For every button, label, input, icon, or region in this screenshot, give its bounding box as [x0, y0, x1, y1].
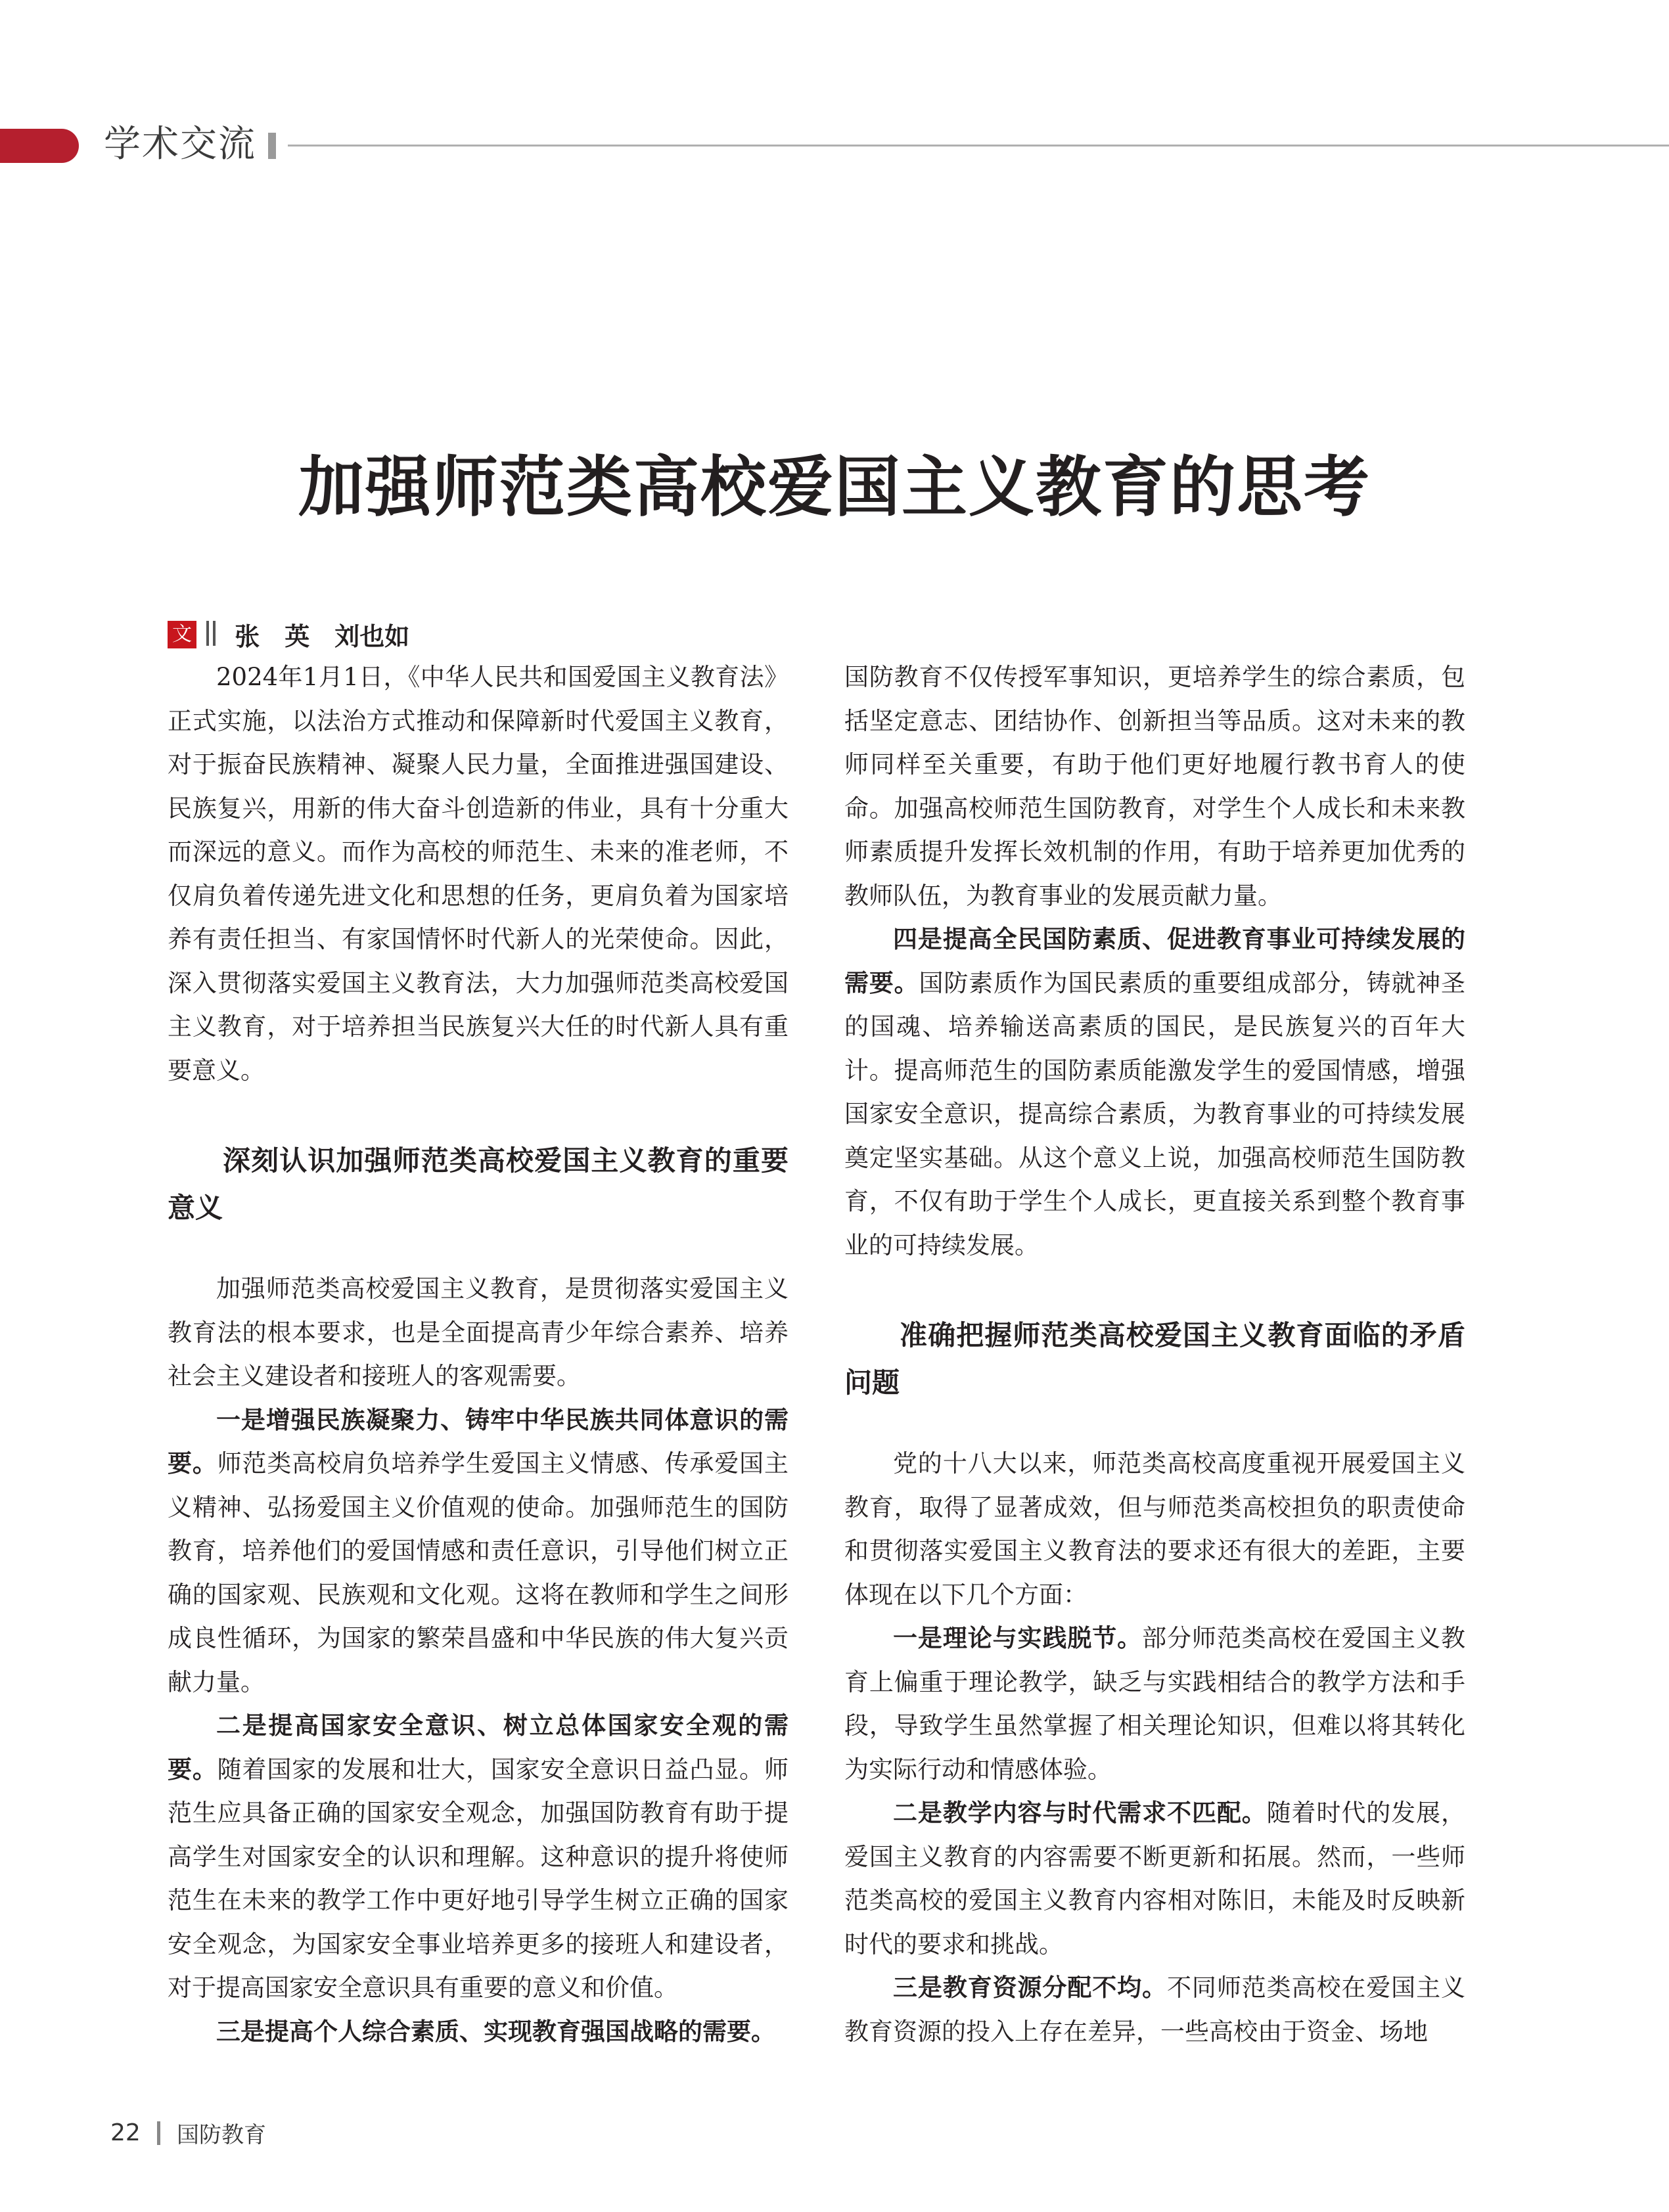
body-paragraph: [168, 1399, 789, 1705]
paragraph-lead: 三是教育资源分配不均。: [893, 1974, 1167, 2002]
section-label: 学术交流: [104, 123, 256, 166]
body-paragraph: 国防教育不仅传授军事知识，更培养学生的综合素质，包括坚定意志、团结协作、创新担当等品质。这对未来的教师同样至关重要，有助于他们更好地履行教书育人的使命。加强高校师范生国防教育，对学生个人成长和未来教师素质提升发挥长效机制的作用，有助于培养更加优秀的教师队伍，为教育事业的发展贡献力量。: [844, 663, 1465, 910]
right-column: [844, 656, 1465, 2054]
paragraph-lead: 二是提高国家安全意识、树立总体国家安全观的需要。: [168, 1711, 789, 1784]
byline-mark: 文: [168, 621, 196, 648]
journal-name: 国防教育: [177, 2122, 266, 2148]
paragraph-lead: 三是提高个人综合素质、实现教育强国战略的需要。: [216, 2017, 775, 2046]
body-paragraph: 加强师范类高校爱国主义教育，是贯彻落实爱国主义教育法的根本要求，也是全面提高青少年综合素养、培养社会主义建设者和接班人的客观需要。: [168, 1275, 789, 1390]
paragraph-lead: 一是理论与实践脱节。: [893, 1624, 1143, 1652]
body-paragraph: [168, 1704, 789, 2010]
page-header: [0, 118, 1669, 171]
byline: [168, 616, 409, 656]
body-paragraph: 党的十八大以来，师范类高校高度重视开展爱国主义教育，取得了显著成效，但与师范类高校担负的职责使命和贯彻落实爱国主义教育法的要求还有很大的差距，主要体现在以下几个方面：: [844, 1449, 1465, 1609]
left-column: [168, 656, 789, 2054]
article-title: 加强师范类高校爱国主义教育的思考: [298, 449, 1371, 526]
body-paragraph: [844, 1792, 1465, 1966]
byline-authors: 张 英 刘也如: [235, 622, 410, 651]
paragraph-body: 不同师范类高校在爱国主义教育资源的投入上存在差异，一些高校由于资金、场地: [844, 1974, 1465, 2046]
page-number: 22: [110, 2119, 141, 2146]
header-rule: [288, 145, 1669, 147]
paragraph-body: 随着国家的发展和壮大，国家安全意识日益凸显。师范生应具备正确的国家安全观念，加强国防教育有助于提高学生对国家安全的认识和理解。这种意识的提升将使师范生在未来的教学工作中更好地引导学生树立正确的国家安全观念，为国家安全事业培养更多的接班人和建设者，对于提高国家安全意识具有重要的意义和价值。: [168, 1755, 789, 2002]
paragraph-body: 师范类高校肩负培养学生爱国主义情感、传承爱国主义精神、弘扬爱国主义价值观的使命。加强师范生的国防教育，培养他们的爱国情感和责任意识，引导他们树立正确的国家观、民族观和文化观。这将在教师和学生之间形成良性循环，为国家的繁荣昌盛和中华民族的伟大复兴贡献力量。: [168, 1449, 789, 1696]
page-footer: [110, 2117, 266, 2154]
footer-separator: [157, 2121, 160, 2145]
paragraph-body: 国防素质作为国民素质的重要组成部分，铸就神圣的国魂、培养输送高素质的国民，是民族复兴的百年大计。提高师范生的国防素质能激发学生的爱国情感，增强国家安全意识，提高综合素质，为教育事业的可持续发展奠定坚实基础。从这个意义上说，加强高校师范生国防教育，不仅有助于学生个人成长，更直接关系到整个教育事业的可持续发展。: [844, 968, 1465, 1259]
paragraph-body: 部分师范类高校在爱国主义教育上偏重于理论教学，缺乏与实践相结合的教学方法和手段，导致学生虽然掌握了相关理论知识，但难以将其转化为实际行动和情感体验。: [844, 1624, 1466, 1784]
section-heading: 深刻认识加强师范类高校爱国主义教育的重要意义: [168, 1144, 789, 1224]
paragraph-lead: 一是增强民族凝聚力、铸牢中华民族共同体意识的需要。: [168, 1405, 789, 1478]
paragraph-body: 随着时代的发展，爱国主义教育的内容需要不断更新和拓展。然而，一些师范类高校的爱国主义教育内容相对陈旧，未能及时反映新时代的要求和挑战。: [844, 1799, 1466, 1958]
intro-paragraph: 2024年1月1日，《中华人民共和国爱国主义教育法》正式实施，以法治方式推动和保障新时代爱国主义教育，对于振奋民族精神、凝聚人民力量，全面推进强国建设、民族复兴，用新的伟大奋斗创造新的伟业，具有十分重大而深远的意义。而作为高校的师范生、未来的准老师，不仅肩负着传递先进文化和思想的任务，更肩负着为国家培养有责任担当、有家国情怀时代新人的光荣使命。因此，深入贯彻落实爱国主义教育法，大力加强师范类高校爱国主义教育，对于培养担当民族复兴大任的时代新人具有重要意义。: [168, 663, 789, 1085]
header-separator: [268, 133, 276, 159]
body-paragraph: [844, 1966, 1465, 2054]
body-paragraph: [844, 1617, 1465, 1792]
section-heading: 准确把握师范类高校爱国主义教育面临的矛盾问题: [844, 1319, 1465, 1399]
paragraph-lead: 二是教学内容与时代需求不匹配。: [893, 1799, 1267, 1827]
header-accent-bar: [0, 129, 79, 163]
body-paragraph: [168, 2010, 789, 2054]
paragraph-lead: 四是提高全民国防素质、促进教育事业可持续发展的需要。: [844, 925, 1465, 997]
body-paragraph: [844, 918, 1465, 1267]
byline-divider: [206, 621, 219, 648]
